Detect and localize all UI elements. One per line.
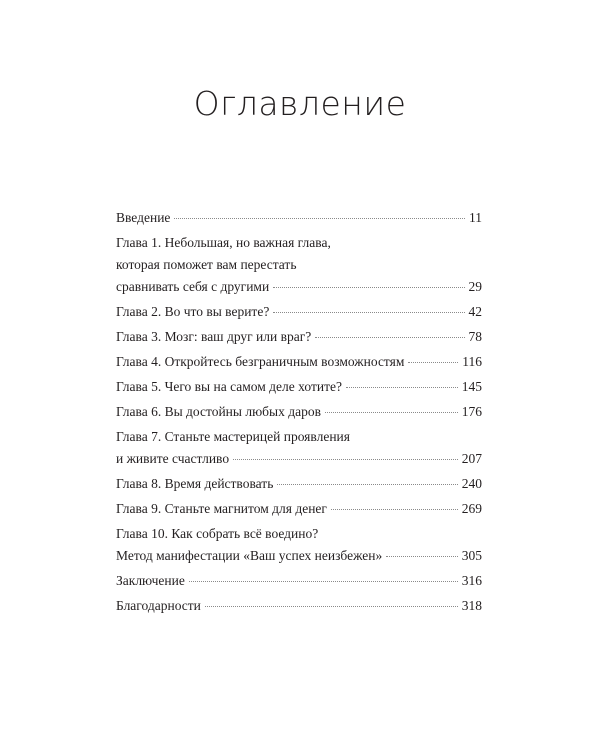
toc-entry-row [116,351,482,373]
toc-entry-title: Заключение [116,573,185,588]
toc-entry[interactable] [116,207,482,229]
toc-page-number: 316 [461,573,482,588]
toc-entry[interactable] [116,351,482,373]
toc-page-number: 145 [461,379,482,394]
toc-entry[interactable] [116,595,482,617]
dot-leader [273,287,464,288]
toc-entry-title-line: Глава 7. Станьте мастерицей проявления [116,429,350,444]
toc-entry-title: Метод манифестации «Ваш успех неизбежен» [116,548,383,563]
toc-entry[interactable] [116,498,482,520]
toc-entry[interactable] [116,301,482,323]
dot-leader [174,218,465,219]
dot-leader [233,459,458,460]
toc-entry-title-line: Глава 1. Небольшая, но важная глава, [116,235,331,250]
toc-entry-title: Глава 9. Станьте магнитом для денег [116,501,327,516]
toc-entry[interactable] [116,232,482,298]
toc-entry-title: Благодарности [116,598,201,613]
toc-entry-title: сравнивать себя с другими [116,279,270,294]
dot-leader [408,362,458,363]
table-of-contents [116,207,482,620]
toc-entry-row [116,473,482,495]
toc-entry-title: и живите счастливо [116,451,230,466]
toc-page-number: 176 [461,404,482,419]
dot-leader [331,509,458,510]
dot-leader [386,556,458,557]
toc-entry[interactable] [116,376,482,398]
toc-page-number: 42 [468,304,482,319]
toc-entry-title: Глава 3. Мозг: ваш друг или враг? [116,329,312,344]
dot-leader [346,387,458,388]
toc-entry-title: Глава 6. Вы достойны любых даров [116,404,321,419]
toc-entry-title: Введение [116,210,171,225]
toc-entry-row [116,570,482,592]
toc-entry-row [116,448,482,470]
toc-page-number: 318 [461,598,482,613]
toc-entry-title: Глава 5. Чего вы на самом деле хотите? [116,379,342,394]
toc-entry[interactable] [116,523,482,567]
dot-leader [189,581,458,582]
toc-entry-row [116,301,482,323]
toc-entry[interactable] [116,326,482,348]
toc-entry-row [116,207,482,229]
dot-leader [205,606,458,607]
toc-page-number: 269 [461,501,482,516]
dot-leader [325,412,458,413]
toc-entry[interactable] [116,473,482,495]
toc-entry-row [116,595,482,617]
toc-entry[interactable] [116,401,482,423]
dot-leader [315,337,464,338]
toc-entry-title: Глава 8. Время действовать [116,476,274,491]
toc-page-number: 11 [469,210,482,225]
toc-entry-row [116,498,482,520]
toc-page-number: 207 [461,451,482,466]
dot-leader [273,312,464,313]
dot-leader [277,484,457,485]
toc-entry-row [116,276,482,298]
toc-entry-row [116,326,482,348]
toc-page-number: 29 [468,279,482,294]
toc-entry-title: Глава 2. Во что вы верите? [116,304,270,319]
toc-page-number: 305 [461,548,482,563]
toc-entry-title-line: которая поможет вам перестать [116,257,297,272]
toc-page-number: 116 [462,354,482,369]
toc-entry-title-line: Глава 10. Как собрать всё воедино? [116,526,319,541]
toc-entry[interactable] [116,570,482,592]
page-title: Оглавление [193,84,407,123]
toc-entry[interactable] [116,426,482,470]
toc-entry-row [116,545,482,567]
toc-entry-title: Глава 4. Откройтесь безграничным возможностям [116,354,405,369]
toc-page-number: 78 [468,329,482,344]
toc-page-number: 240 [461,476,482,491]
toc-entry-row [116,401,482,423]
toc-entry-row [116,376,482,398]
